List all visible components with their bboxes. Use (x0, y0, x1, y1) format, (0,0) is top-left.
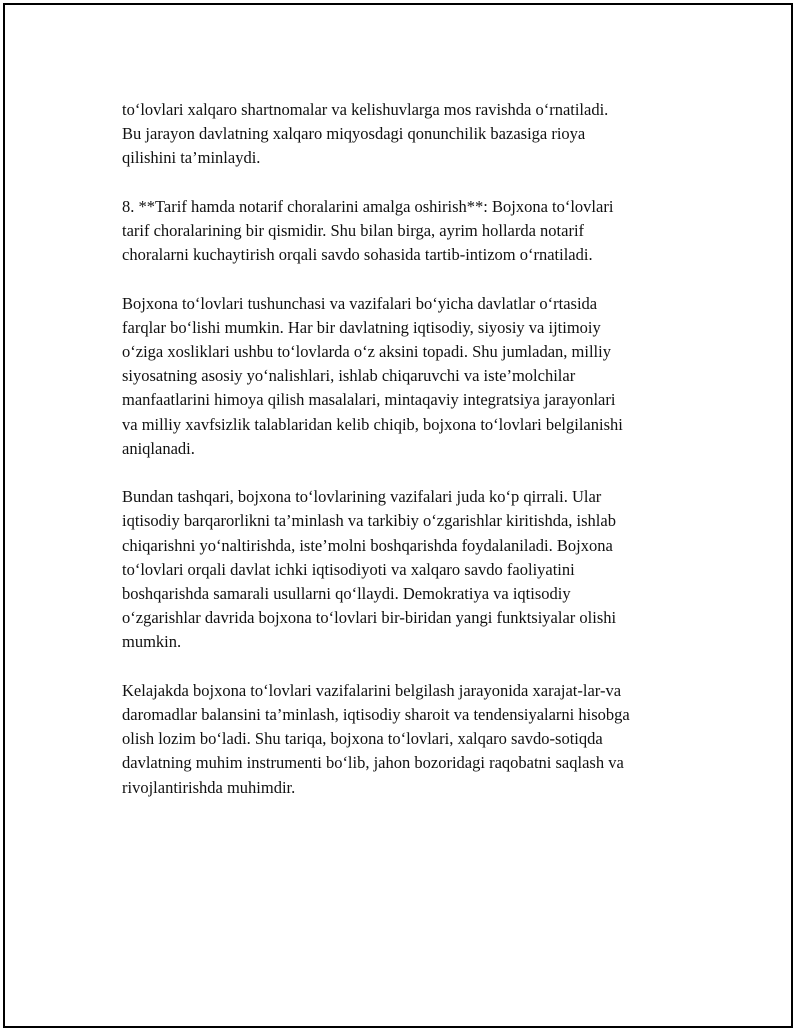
text-line: to‘lovlari xalqaro shartnomalar va kelishuvlarga mos ravishda o‘rnatiladi. (122, 100, 609, 119)
text-line: daromadlar balansini ta’minlash, iqtisodiy sharoit va tendensiyalarni hisobga (122, 705, 630, 725)
text-line: tarif choralarining bir qismidir. Shu bilan birga, ayrim hollarda notarif (122, 221, 585, 240)
text-line: iqtisodiy barqarorlikni ta’minlash va tarkibiy o‘zgarishlar kiritishda, ishlab (122, 511, 616, 531)
text-line: to‘lovlari orqali davlat ichki iqtisodiyoti va xalqaro savdo faoliyatini (122, 559, 575, 579)
text-line: siyosatning asosiy yo‘nalishlari, ishlab chiqaruvchi va iste’molchilar (122, 366, 576, 386)
paragraph-2 (122, 195, 702, 268)
paragraph-4 (122, 485, 702, 654)
text-line: qilishini ta’minlaydi. (122, 148, 261, 168)
text-line: o‘zgarishlar davrida bojxona to‘lovlari bir-biridan yangi funktsiyalar olishi (122, 608, 617, 628)
text-line: o‘ziga xosliklari ushbu to‘lovlarda o‘z aksini topadi. Shu jumladan, milliy (122, 342, 611, 361)
text-line: manfaatlarini himoya qilish masalalari, mintaqaviy integratsiya jarayonlari (122, 390, 616, 410)
text-line: boshqarishda samarali usullarni qo‘llaydi. Demokratiya va iqtisodiy (122, 584, 571, 604)
text-line: rivojlantirishda muhimdir. (122, 777, 296, 797)
paragraph-3 (122, 292, 702, 461)
text-line: Bojxona to‘lovlari tushunchasi va vazifalari bo‘yicha davlatlar o‘rtasida (122, 293, 598, 313)
paragraph-1 (122, 98, 702, 171)
text-line: Bu jarayon davlatning xalqaro miqyosdagi qonunchilik bazasiga rioya (122, 124, 586, 144)
text-line: aniqlanadi. (122, 438, 195, 458)
text-line: olish lozim bo‘ladi. Shu tariqa, bojxona to‘lovlari, xalqaro savdo-sotiqda (122, 729, 603, 749)
text-line: choralarni kuchaytirish orqali savdo sohasida tartib-intizom o‘rnatiladi. (122, 245, 593, 265)
text-line: mumkin. (122, 632, 182, 652)
text-line: farqlar bo‘lishi mumkin. Har bir davlatning iqtisodiy, siyosiy va ijtimoiy (122, 317, 601, 337)
page-body-text (122, 98, 702, 824)
text-line: Bundan tashqari, bojxona to‘lovlarining vazifalari juda ko‘p qirrali. Ular (122, 487, 602, 507)
text-line: 8. **Tarif hamda notarif choralarini amalga oshirish**: Bojxona to‘lovlari (122, 196, 614, 216)
text-line: davlatning muhim instrumenti bo‘lib, jahon bozoridagi raqobatni saqlash va (122, 753, 624, 773)
paragraph-5 (122, 679, 702, 800)
page-frame (3, 3, 793, 1028)
text-line: va milliy xavfsizlik talablaridan kelib chiqib, bojxona to‘lovlari belgilanishi (122, 414, 623, 434)
text-line: Kelajakda bojxona to‘lovlari vazifalarini belgilash jarayonida xarajat-lar-va (122, 680, 622, 700)
text-line: chiqarishni yo‘naltirishda, iste’molni boshqarishda foydalaniladi. Bojxona (122, 535, 613, 555)
